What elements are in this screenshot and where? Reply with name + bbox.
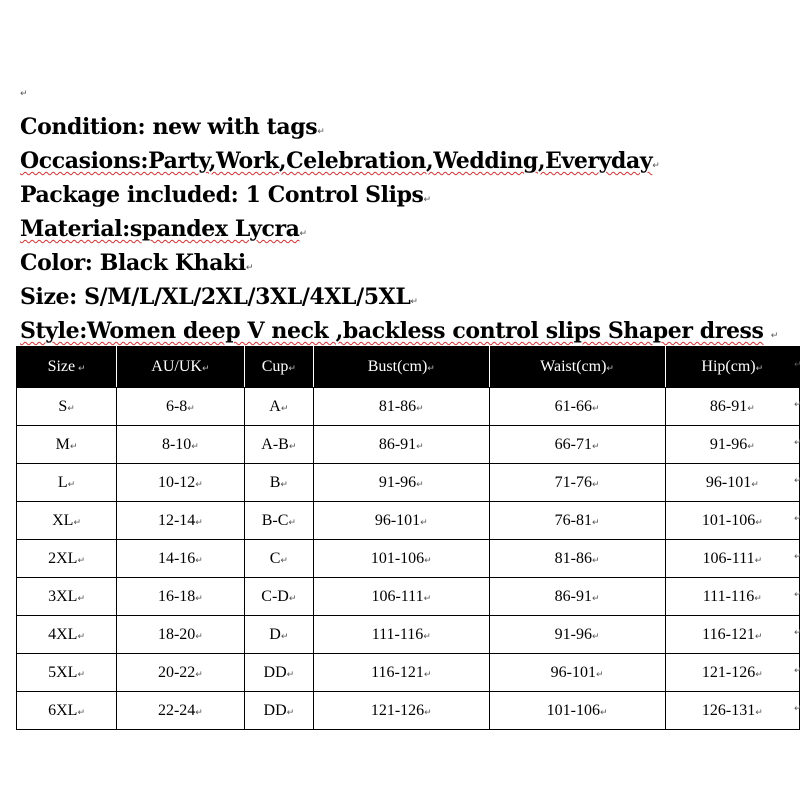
paragraph-mark: ↵: [288, 364, 296, 374]
paragraph-mark: ↵: [606, 364, 614, 374]
cell-value: 6XL: [48, 701, 78, 719]
cell-value: 22-24: [157, 701, 196, 719]
paragraph-mark: ↵: [595, 669, 604, 680]
table-row: [17, 502, 800, 540]
cell-value: 111-116: [371, 625, 424, 643]
paragraph-mark: ↵: [77, 707, 85, 718]
table-cell: [314, 464, 490, 502]
table-cell: [244, 502, 313, 540]
table-row: [17, 654, 800, 692]
paragraph-mark: ↵: [67, 479, 76, 490]
paragraph-mark: ↵: [420, 517, 428, 528]
cell-value: 116-121: [371, 663, 424, 681]
paragraph-mark: ↵: [591, 403, 600, 414]
paragraph-mark: ↵: [286, 669, 295, 680]
spec-material: Material:spandex Lycra↵: [20, 216, 307, 242]
table-cell: [244, 654, 313, 692]
table-cell: [17, 540, 117, 578]
paragraph-mark: ↵: [416, 479, 424, 490]
paragraph-mark: ↵: [280, 555, 288, 566]
paragraph-mark: ↵: [77, 593, 85, 604]
table-cell: [117, 388, 245, 426]
paragraph-mark: ↵: [195, 669, 203, 680]
table-cell: [665, 578, 799, 616]
spec-condition: Condition: new with tags↵: [20, 114, 325, 140]
paragraph-mark: ↵: [747, 441, 755, 452]
table-cell: [117, 464, 245, 502]
cell-value: 8-10: [161, 435, 192, 453]
table-cell: [117, 540, 245, 578]
cell-value: 91-96: [554, 625, 592, 643]
paragraph-mark: ↵: [187, 403, 195, 414]
table-cell: [665, 616, 799, 654]
table-cell: [244, 578, 313, 616]
table-cell: [314, 692, 490, 730]
cell-value: C: [269, 549, 281, 567]
table-cell: [17, 426, 117, 464]
cell-value: 96-101: [705, 473, 752, 491]
paragraph-mark: ↵: [754, 555, 763, 566]
paragraph-mark: ↵: [416, 403, 424, 414]
cell-value: 14-16: [157, 549, 196, 567]
paragraph-mark: ↵: [755, 707, 763, 718]
paragraph-mark: ↵: [195, 631, 203, 642]
cell-value: 61-66: [554, 397, 592, 415]
table-row: [17, 578, 800, 616]
paragraph-mark: ↵: [591, 479, 600, 490]
cell-value: 6-8: [165, 397, 188, 415]
table-cell: [489, 388, 665, 426]
paragraph-mark: ↵: [195, 707, 203, 718]
cell-value: L: [57, 473, 68, 491]
table-cell: [314, 426, 490, 464]
table-cell: [17, 464, 117, 502]
paragraph-mark: ↵: [755, 517, 763, 528]
paragraph-mark: ↵: [591, 517, 600, 528]
cell-value: 121-126: [701, 663, 756, 681]
cell-value: 2XL: [48, 549, 78, 567]
paragraph-mark: ↵: [286, 707, 295, 718]
cell-value: 101-106: [370, 549, 425, 567]
paragraph-mark: ↵: [423, 593, 432, 604]
header-cell: [314, 347, 490, 388]
table-row: [17, 540, 800, 578]
paragraph-mark: ↵: [195, 555, 203, 566]
cell-value: 116-121: [702, 625, 755, 643]
paragraph-mark: ↵: [423, 669, 432, 680]
table-cell: [665, 502, 799, 540]
paragraph-mark: ↵: [73, 517, 81, 528]
table-cell: [244, 692, 313, 730]
cell-value: 106-111: [371, 587, 424, 605]
table-cell: [117, 502, 245, 540]
paragraph-mark: ↵: [280, 403, 289, 414]
row-end-mark: ↵: [794, 437, 802, 448]
header-cell: [489, 347, 665, 388]
paragraph-mark: ↵: [591, 555, 600, 566]
paragraph-mark: ↵: [191, 441, 199, 452]
cell-value: 106-111: [702, 549, 755, 567]
table-cell: [665, 692, 799, 730]
header-label: Bust(cm): [367, 358, 428, 375]
cell-value: 76-81: [554, 511, 592, 529]
table-cell: [314, 540, 490, 578]
paragraph-mark: ↵: [195, 517, 203, 528]
table-cell: [489, 502, 665, 540]
cell-value: 86-91: [554, 587, 592, 605]
table-header-row: [17, 347, 800, 388]
cell-value: 121-126: [370, 701, 425, 719]
table-row: [17, 692, 800, 730]
table-cell: [17, 502, 117, 540]
paragraph-mark: ↵: [288, 517, 296, 528]
cell-value: XL: [52, 511, 74, 529]
cell-value: 3XL: [48, 587, 78, 605]
cell-value: 81-86: [554, 549, 592, 567]
table-cell: [665, 654, 799, 692]
paragraph-mark: ↵: [427, 364, 435, 374]
table-cell: [489, 616, 665, 654]
header-label: Size: [47, 358, 76, 375]
spec-size: Size: S/M/L/XL/2XL/3XL/4XL/5XL↵: [20, 284, 418, 310]
table-cell: [314, 578, 490, 616]
spec-occasions: Occasions:Party,Work,Celebration,Wedding,Everyday↵: [20, 148, 660, 174]
row-end-mark: ↵: [794, 360, 802, 370]
paragraph-mark: ↵: [416, 441, 424, 452]
cell-value: 4XL: [48, 625, 78, 643]
cell-value: C-D: [261, 587, 289, 605]
table-cell: [244, 426, 313, 464]
header-label: Cup: [261, 358, 289, 375]
table-cell: [117, 578, 245, 616]
table-cell: [17, 578, 117, 616]
cell-value: 12-14: [157, 511, 196, 529]
paragraph-mark: ↵: [747, 403, 755, 414]
paragraph-mark: ↵: [423, 631, 431, 642]
table-row: [17, 616, 800, 654]
paragraph-mark: ↵: [280, 631, 289, 642]
table-cell: [117, 616, 245, 654]
cell-value: 101-106: [701, 511, 756, 529]
table-cell: [244, 464, 313, 502]
table-cell: [489, 692, 665, 730]
paragraph-mark: ↵: [67, 403, 75, 414]
table-cell: [665, 464, 799, 502]
row-end-mark: ↵: [794, 589, 802, 600]
header-label: Waist(cm): [540, 358, 607, 375]
cell-value: DD: [263, 663, 287, 681]
row-end-mark: ↵: [794, 551, 802, 562]
cell-value: 126-131: [701, 701, 756, 719]
paragraph-mark: ↵: [77, 669, 85, 680]
paragraph-mark: ↵: [591, 441, 600, 452]
table-cell: [244, 388, 313, 426]
spec-package: Package included: 1 Control Slips↵: [20, 182, 431, 208]
cell-value: 66-71: [554, 435, 592, 453]
cell-value: 86-91: [709, 397, 748, 415]
table-cell: [117, 654, 245, 692]
table-cell: [489, 426, 665, 464]
paragraph-mark: ↵: [424, 555, 432, 566]
header-label: Hip(cm): [701, 358, 756, 375]
cell-value: A-B: [261, 435, 289, 453]
paragraph-mark: ↵: [591, 631, 600, 642]
table-cell: [314, 654, 490, 692]
table-cell: [17, 388, 117, 426]
paragraph-mark: ↵: [751, 479, 759, 490]
table-cell: [314, 502, 490, 540]
paragraph-mark: ↵: [77, 555, 85, 566]
table-cell: [665, 426, 799, 464]
table-cell: [314, 616, 490, 654]
table-row: [17, 388, 800, 426]
paragraph-mark: ↵: [755, 364, 764, 374]
cell-value: S: [58, 397, 68, 415]
table-body: [17, 388, 800, 730]
cell-value: A: [269, 397, 281, 415]
paragraph-mark: ↵: [77, 631, 85, 642]
cell-value: D: [269, 625, 281, 643]
paragraph-mark: ↵: [201, 364, 210, 374]
header-cell: [665, 347, 799, 388]
table-row: [17, 426, 800, 464]
table-cell: [117, 692, 245, 730]
cell-value: B: [269, 473, 281, 491]
row-end-mark: ↵: [794, 399, 802, 410]
paragraph-mark: ↵: [20, 89, 28, 99]
paragraph-mark: ↵: [591, 593, 600, 604]
cell-value: 111-116: [702, 587, 755, 605]
cell-value: 101-106: [546, 701, 600, 719]
cell-value: 10-12: [157, 473, 196, 491]
cell-value: 20-22: [157, 663, 196, 681]
cell-value: 18-20: [157, 625, 196, 643]
header-cell: [244, 347, 313, 388]
table-cell: [489, 540, 665, 578]
paragraph-mark: ↵: [599, 707, 608, 718]
header-cell: [17, 347, 117, 388]
paragraph-mark: ↵: [288, 593, 297, 604]
header-label: AU/UK: [151, 358, 202, 375]
cell-value: M: [55, 435, 70, 453]
table-cell: [489, 654, 665, 692]
cell-value: 81-86: [378, 397, 417, 415]
paragraph-mark: ↵: [75, 364, 86, 374]
cell-value: DD: [263, 701, 287, 719]
header-cell: [117, 347, 245, 388]
paragraph-mark: ↵: [754, 593, 762, 604]
row-end-mark: ↵: [794, 475, 802, 486]
table-cell: [17, 616, 117, 654]
row-end-mark: ↵: [794, 703, 802, 714]
cell-value: 91-96: [378, 473, 417, 491]
cell-value: 96-101: [550, 663, 596, 681]
table-cell: [665, 388, 799, 426]
paragraph-mark: ↵: [424, 707, 432, 718]
paragraph-mark: ↵: [288, 441, 297, 452]
table-row: [17, 464, 800, 502]
paragraph-mark: ↵: [69, 441, 78, 452]
table-cell: [489, 464, 665, 502]
table-cell: [17, 692, 117, 730]
paragraph-mark: ↵: [195, 479, 203, 490]
cell-value: B-C: [261, 511, 289, 529]
size-chart-table: [16, 346, 800, 730]
product-specs: [20, 113, 790, 351]
spec-style: Style:Women deep V neck ,backless control slips Shaper dress ↵: [20, 318, 778, 344]
row-end-mark: ↵: [794, 513, 802, 524]
table-cell: [17, 654, 117, 692]
row-end-mark: ↵: [794, 665, 802, 676]
table-cell: [665, 540, 799, 578]
table-cell: [117, 426, 245, 464]
paragraph-mark: ↵: [280, 479, 288, 490]
cell-value: 91-96: [709, 435, 748, 453]
cell-value: 71-76: [554, 473, 592, 491]
paragraph-mark: ↵: [754, 631, 763, 642]
paragraph-mark: ↵: [195, 593, 203, 604]
cell-value: 86-91: [378, 435, 417, 453]
table-cell: [244, 540, 313, 578]
cell-value: 16-18: [157, 587, 196, 605]
spec-color: Color: Black Khaki↵: [20, 250, 254, 276]
cell-value: 96-101: [374, 511, 421, 529]
row-end-mark: ↵: [794, 627, 802, 638]
paragraph-mark: ↵: [755, 669, 763, 680]
table-cell: [489, 578, 665, 616]
table-cell: [314, 388, 490, 426]
table-cell: [244, 616, 313, 654]
cell-value: 5XL: [48, 663, 78, 681]
